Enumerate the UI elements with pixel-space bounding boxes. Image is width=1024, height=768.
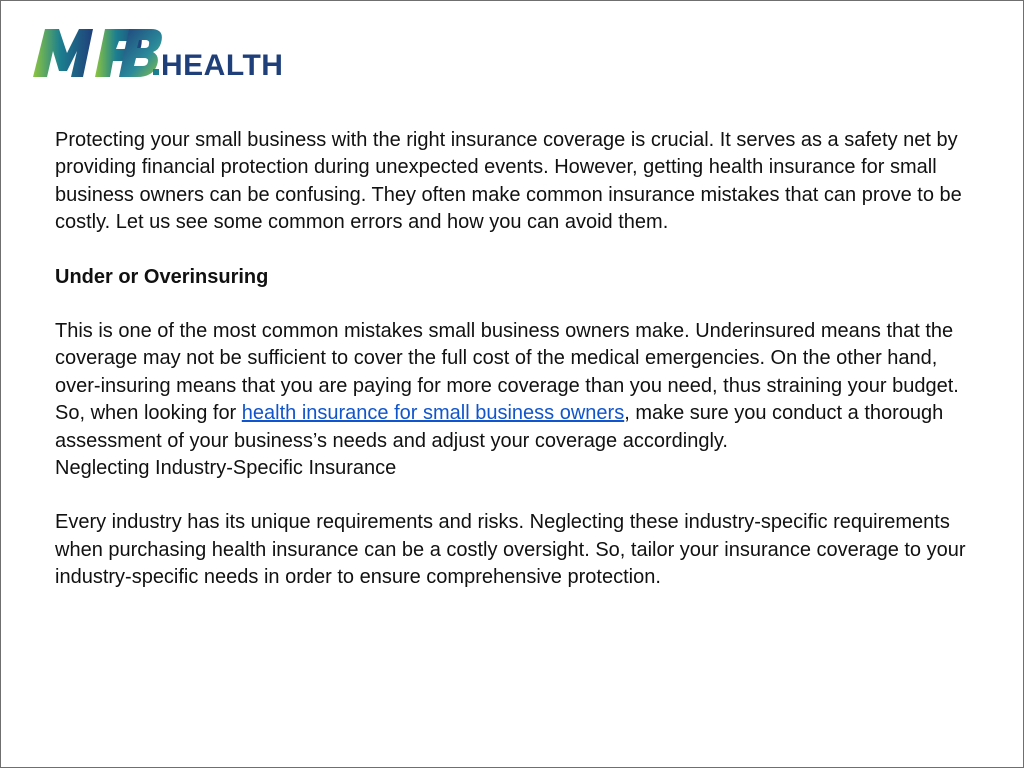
intro-paragraph: Protecting your small business with the right insurance coverage is crucial. It serves as a safety net by providing financial protection during unexpected events. However, getting health insurance for small business owners can be confusing. They often make common insurance mistakes that can prove to be costly. Let us see some common errors and how you can avoid them. [55, 129, 962, 234]
article-body [55, 127, 975, 592]
industry-specific-paragraph: Every industry has its unique requirements and risks. Neglecting these industry-specific requirements when purchasing health insurance can be a costly oversight. So, tailor your insurance coverage to your industry-specific needs in order to ensure comprehensive protection. [55, 511, 966, 589]
mpb-health-logo [33, 25, 295, 81]
health-insurance-link[interactable]: health insurance for small business owners [241, 402, 625, 425]
section-heading-under-overinsuring: Under or Overinsuring [55, 265, 269, 288]
paragraph-text: , make sure you conduct a thorough assessment of your business’s needs and adjust your coverage accordingly. [55, 402, 944, 452]
section-heading-industry-specific: Neglecting Industry-Specific Insurance [55, 457, 397, 480]
paragraph-text: This is one of the most common mistakes small business owners make. Underinsured means that the coverage may not be sufficient to cover the full cost of the medical emergencies. On the other hand, over-insuring means that you are paying for more coverage than you need, thus straining your budget. So, when looking for [55, 320, 959, 425]
svg-text:HEALTH: HEALTH [161, 49, 284, 81]
under-overinsuring-paragraph [55, 318, 975, 455]
